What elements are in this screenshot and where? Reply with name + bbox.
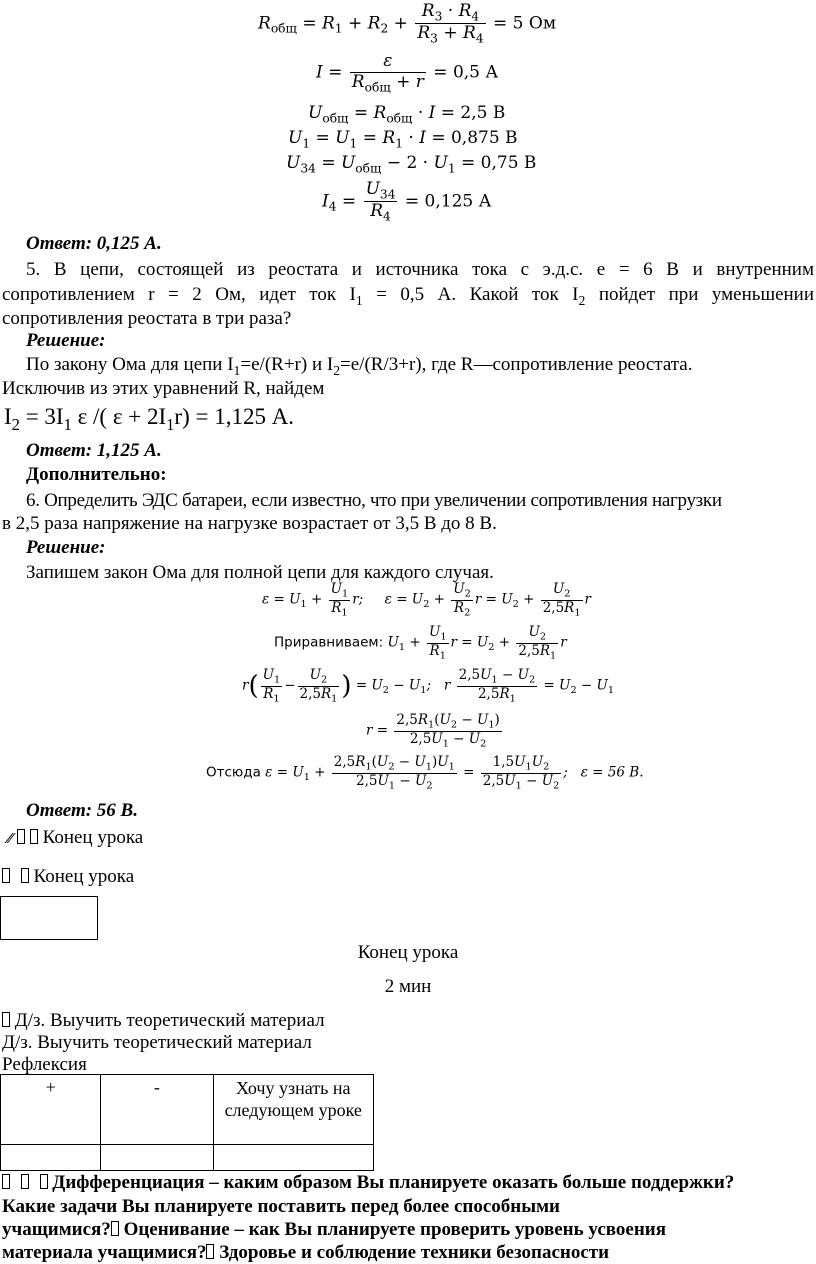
end-lesson-line-2: Конец урока: [2, 866, 134, 888]
problem-5-line-3: сопротивления реостата в три раза?: [2, 308, 292, 329]
problem-5-line-1: 5. В цепи, состоящей из реостата и источника тока с э.д.с. е = 6 В и внутренним: [26, 259, 814, 280]
table-cell[interactable]: [213, 1145, 374, 1171]
table-row: [1, 1145, 374, 1171]
formula-i4: $I_4$ = $\frac{U_{34}}{R_4}$ = 0,125 А: [322, 179, 492, 224]
bottom-line-2: Какие задачи Вы планируете поставить перед более способными: [2, 1196, 560, 1217]
formula-6-3: r( $\frac{U_1}{R_1}$ − $\frac{U_2}{2,5R_1}$ ) = $U_2 - U_1$; r $\frac{2,5U_1 - U_2}{2,5R_1}$ = $U_2 - U_1$: [242, 667, 615, 704]
table-header-want-to-know: Хочу узнать на следующем уроке: [213, 1075, 374, 1145]
table-row: [1, 1075, 374, 1145]
pen-glyph-icon: ⁄⁄: [8, 832, 13, 847]
table-cell[interactable]: [101, 1145, 213, 1171]
table-header-plus: +: [1, 1075, 101, 1145]
reflection-table: [0, 1074, 374, 1171]
formula-6-2: Приравниваем: $U_1$ + $\frac{U_1}{R_1}$ $r = U_2$ + $\frac{U_2}{2,5R_1}$ r: [274, 624, 567, 661]
solution-label-6: Решение:: [26, 537, 106, 558]
placeholder-glyph-icon: [21, 1174, 29, 1189]
reflection-label: Рефлексия: [2, 1054, 87, 1075]
problem-5-line-2: сопротивлением r = 2 Ом, идет ток $I_1 = 0,5$ А. Какой ток $I_2$ пойдет при уменьшении: [2, 284, 815, 308]
formula-6-4: r = $\frac{2,5R_1(U_2 - U_1)}{2,5U_1 - U_2}$: [366, 712, 500, 749]
problem-6-line-2: в 2,5 раза напряжение на нагрузке возрастает от 3,5 В до 8 В.: [2, 513, 497, 534]
bottom-line-3: учащимися? Оценивание – как Вы планируете проверить уровень усвоения: [2, 1219, 666, 1240]
formula-6-5: Отсюда $\varepsilon = U_1$ + $\frac{2,5R_1(U_2 - U_1)U_1}{2,5U_1 - U_2}$ = $\frac{1,5U_1U_2}{2,5U_1 - U_2}$ ; ε = 56 В.: [206, 754, 644, 791]
formula-r-total: $R_{общ} = R_1 + R_2$ + $\frac{R_3 \cdot R_4}{R_3 + R_4}$ = 5 Ом: [258, 1, 557, 46]
solution-6-line: Запишем закон Ома для полной цепи для каждого случая.: [26, 562, 494, 583]
table-header-minus: -: [101, 1075, 213, 1145]
bottom-line-4: материала учащимися? Здоровье и соблюдение техники безопасности: [2, 1242, 610, 1263]
bottom-line-1: Дифференциация – каким образом Вы планируете оказать больше поддержки?: [2, 1172, 734, 1194]
placeholder-glyph-icon: [2, 1174, 10, 1189]
answer-1: Ответ: 0,125 А.: [26, 233, 162, 254]
placeholder-glyph-icon: [40, 1174, 48, 1189]
homework-line-2: Д/з. Выучить теоретический материал: [2, 1032, 312, 1053]
placeholder-glyph-icon: [111, 1221, 119, 1236]
formula-6-1: $\varepsilon = U_1$ + $\frac{U_1}{R_1}$ r; $\varepsilon = U_2$ + $\frac{U_2}{R_2}$ $r = U_2$ + $\frac{U_2}{2,5R_1}$ r: [262, 581, 591, 618]
formula-u34: $U_{34} = U_{общ} - 2 \cdot U_1 = 0,75$ В: [286, 153, 537, 176]
duration: 2 мин: [384, 976, 432, 997]
formula-u-total: $U_{общ} = R_{общ} \cdot I = 2,5$ В: [308, 103, 506, 126]
solution-5-line-2: Исключив из этих уравнений R, найдем: [2, 378, 325, 399]
homework-line-1: Д/з. Выучить теоретический материал: [2, 1010, 325, 1032]
placeholder-glyph-icon: [2, 868, 10, 883]
answer-3: Ответ: 56 В.: [26, 800, 138, 821]
end-lesson-center: Конец урока: [357, 942, 459, 963]
placeholder-glyph-icon: [17, 829, 25, 844]
end-lesson-line-1: ⁄⁄ Конец урока: [8, 827, 144, 848]
additional-label: Дополнительно:: [26, 464, 167, 485]
formula-current: I = $\frac{\varepsilon}{R_{общ} + r}$ = 0,5 А: [316, 51, 499, 94]
table-cell[interactable]: [1, 1145, 101, 1171]
problem-6-line-1: 6. Определить ЭДС батареи, если известно, что при увеличении сопротивления нагрузки: [26, 490, 722, 511]
empty-box: [0, 896, 98, 940]
placeholder-glyph-icon: [30, 829, 38, 844]
answer-2: Ответ: 1,125 А.: [26, 440, 162, 461]
solution-5-line-1: По закону Ома для цепи $I_1=e/(R+r)$ и $I_2=e/(R/3+r)$, где R—сопротивление реостата.: [26, 354, 693, 378]
result-formula-5: $I_2 = 3I_1$ ε /( $\varepsilon + 2I_1r) = 1,125$ А.: [4, 404, 295, 434]
placeholder-glyph-icon: [21, 868, 29, 883]
formula-u1: $U_1 = U_1 = R_1 \cdot I = 0,875$ В: [288, 128, 518, 151]
placeholder-glyph-icon: [2, 1012, 10, 1027]
solution-label-5: Решение:: [26, 330, 106, 351]
